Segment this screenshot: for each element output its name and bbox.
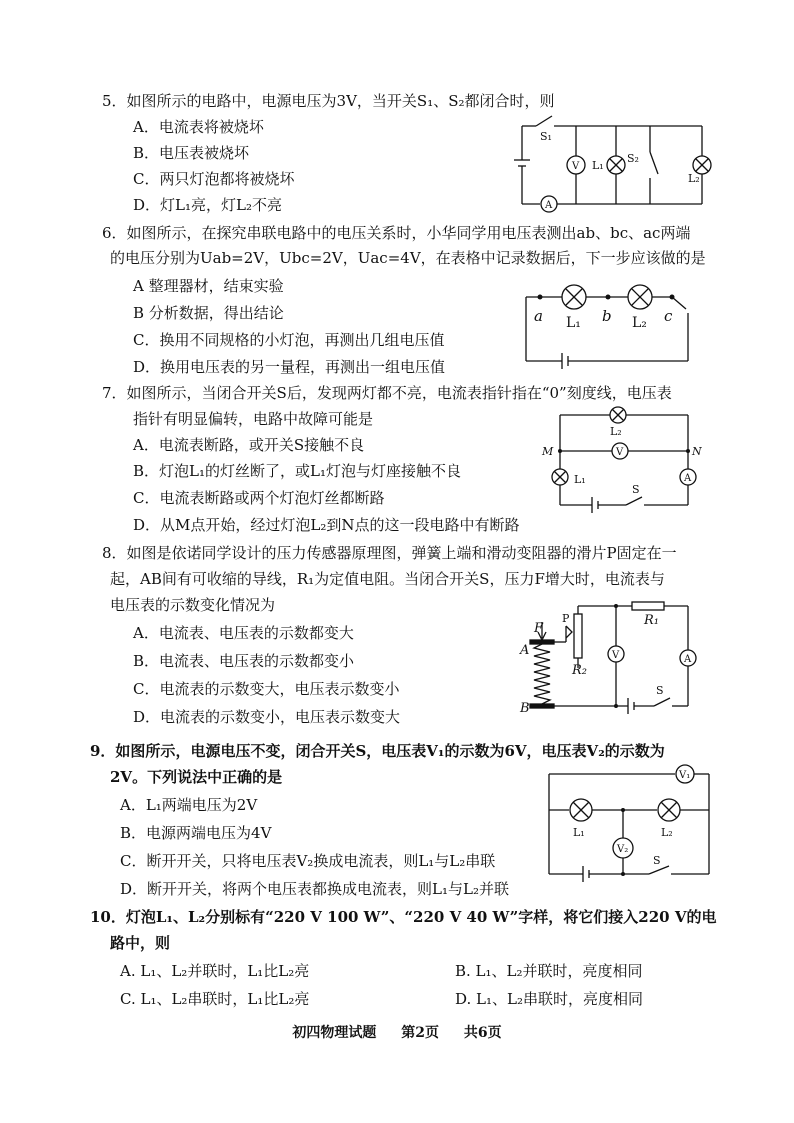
q8-label-b-point: B	[520, 701, 530, 716]
q6-option-b: B 分析数据，得出结论	[133, 304, 284, 322]
q9-option-d: D．断开开关，将两个电压表都换成电流表，则L₁与L₂并联	[120, 880, 509, 898]
q10-stem-line1: 10．灯泡L₁、L₂分别标有“220 V 100 W”、“220 V 40 W”字样，将它们接入220 V的电	[90, 908, 717, 926]
q8-stem-line2: 起，AB间有可收缩的导线，R₁为定值电阻。当闭合开关S，压力F增大时，电流表与	[110, 570, 665, 588]
q5-circuit-diagram	[512, 112, 712, 222]
q7-label-l2: L₂	[610, 425, 622, 438]
q6-switch-icon	[672, 297, 686, 309]
q6-label-l1: L₁	[566, 315, 581, 331]
page-footer	[0, 1022, 794, 1042]
q8-option-a: A．电流表、电压表的示数都变大	[133, 624, 354, 642]
q9-option-c: C．断开开关，只将电压表V₂换成电流表，则L₁与L₂串联	[120, 852, 496, 870]
q8-option-d: D．电流表的示数变小，电压表示数变大	[133, 708, 401, 726]
q7-option-a: A．电流表断路，或开关S接触不良	[133, 436, 365, 454]
q9-label-v2: V₂	[617, 844, 629, 855]
q7-label-a: A	[684, 473, 692, 484]
q10-option-b: B. L₁、L₂并联时，亮度相同	[455, 962, 643, 980]
q5-switch-s2-icon	[650, 152, 658, 174]
q9-stem-line2: 2V。下列说法中正确的是	[110, 768, 283, 786]
q9-label-l1: L₁	[573, 826, 585, 839]
q8-rheostat-r2-icon	[574, 614, 582, 658]
q7-switch-icon	[626, 497, 642, 505]
footer-title: 初四物理试题	[292, 1025, 377, 1041]
q9-circuit-diagram	[545, 762, 715, 890]
q5-switch-s1-icon	[536, 116, 552, 126]
q5-label-v: V	[572, 161, 580, 172]
q8-spring-icon	[534, 644, 550, 704]
q8-label-p: P	[562, 612, 570, 625]
q6-option-a: A 整理器材，结束实验	[133, 277, 284, 295]
q8-stem-line1: 8．如图是依诺同学设计的压力传感器原理图，弹簧上端和滑动变阻器的滑片P固定在一	[102, 544, 677, 562]
q8-label-a-meter: A	[684, 654, 692, 665]
q7-label-v: V	[616, 447, 624, 458]
q5-option-d: D．灯L₁亮，灯L₂不亮	[133, 196, 282, 214]
q6-circuit-diagram	[522, 283, 698, 369]
q8-label-r1: R₁	[644, 613, 659, 628]
q8-label-r2: R₂	[572, 663, 587, 678]
q7-option-d: D．从M点开始，经过灯泡L₂到N点的这一段电路中有断路	[133, 516, 520, 534]
q8-resistor-r1-icon	[632, 602, 664, 610]
q5-label-s1: S₁	[540, 130, 552, 143]
q6-label-c: c	[664, 307, 673, 325]
q8-label-s: S	[656, 684, 664, 697]
q8-pressure-sensor-diagram	[516, 598, 706, 722]
q7-option-c: C．电流表断路或两个灯泡灯丝都断路	[133, 489, 385, 507]
q5-stem: 5．如图所示的电路中，电源电压为3V，当开关S₁、S₂都闭合时，则	[102, 92, 555, 110]
q7-option-b: B．灯泡L₁的灯丝断了，或L₁灯泡与灯座接触不良	[133, 462, 461, 480]
q9-option-a: A．L₁两端电压为2V	[120, 796, 258, 814]
q6-stem-line1: 6．如图所示，在探究串联电路中的电压关系时，小华同学用电压表测出ab、bc、ac两端	[102, 224, 691, 242]
q7-label-n: N	[692, 445, 702, 458]
q10-option-d: D. L₁、L₂串联时，亮度相同	[455, 990, 643, 1008]
q10-option-a: A. L₁、L₂并联时，L₁比L₂亮	[120, 962, 310, 980]
q5-label-l2: L₂	[688, 172, 700, 185]
q6-option-c: C．换用不同规格的小灯泡，再测出几组电压值	[133, 331, 445, 349]
q5-label-s2: S₂	[627, 152, 639, 165]
q8-stem-line3: 电压表的示数变化情况为	[110, 596, 276, 614]
q7-label-m: M	[542, 445, 554, 458]
q9-label-v1: V₁	[679, 770, 691, 781]
q5-label-l1: L₁	[592, 159, 604, 172]
q10-option-c: C. L₁、L₂串联时，L₁比L₂亮	[120, 990, 310, 1008]
q5-option-b: B．电压表被烧坏	[133, 144, 250, 162]
q9-switch-icon	[649, 866, 669, 874]
q6-label-b: b	[602, 307, 612, 325]
q8-label-v: V	[612, 650, 620, 661]
q7-circuit-diagram	[540, 405, 700, 521]
q7-stem-line2: 指针有明显偏转，电路中故障可能是	[133, 410, 374, 428]
q8-switch-icon	[654, 698, 670, 706]
q5-option-a: A．电流表将被烧坏	[133, 118, 264, 136]
q6-label-a: a	[534, 307, 543, 325]
q9-option-b: B．电源两端电压为4V	[120, 824, 272, 842]
q9-stem-line1: 9．如图所示，电源电压不变，闭合开关S，电压表V₁的示数为6V，电压表V₂的示数为	[90, 742, 665, 760]
q5-label-a: A	[545, 200, 553, 211]
q9-label-l2: L₂	[661, 826, 673, 839]
q9-label-s: S	[653, 854, 661, 867]
q8-option-c: C．电流表的示数变大，电压表示数变小	[133, 680, 400, 698]
q7-label-l1: L₁	[574, 473, 586, 486]
footer-page-number: 第2页	[401, 1025, 439, 1041]
q6-label-l2: L₂	[632, 315, 647, 331]
footer-total-pages: 共6页	[463, 1025, 502, 1041]
q10-stem-line2: 路中，则	[110, 934, 171, 952]
q8-label-f: F	[534, 621, 544, 636]
q7-label-s: S	[632, 483, 640, 496]
q6-option-d: D．换用电压表的另一量程，再测出一组电压值	[133, 358, 446, 376]
q5-option-c: C．两只灯泡都将被烧坏	[133, 170, 295, 188]
q7-stem-line1: 7．如图所示，当闭合开关S后，发现两灯都不亮，电流表指针指在“0”刻度线，电压表	[102, 384, 672, 402]
q8-option-b: B．电流表、电压表的示数都变小	[133, 652, 355, 670]
q8-label-a-point: A	[520, 643, 530, 658]
q6-stem-line2: 的电压分别为Uab=2V，Ubc=2V，Uac=4V，在表格中记录数据后，下一步应该做的是	[110, 249, 706, 267]
